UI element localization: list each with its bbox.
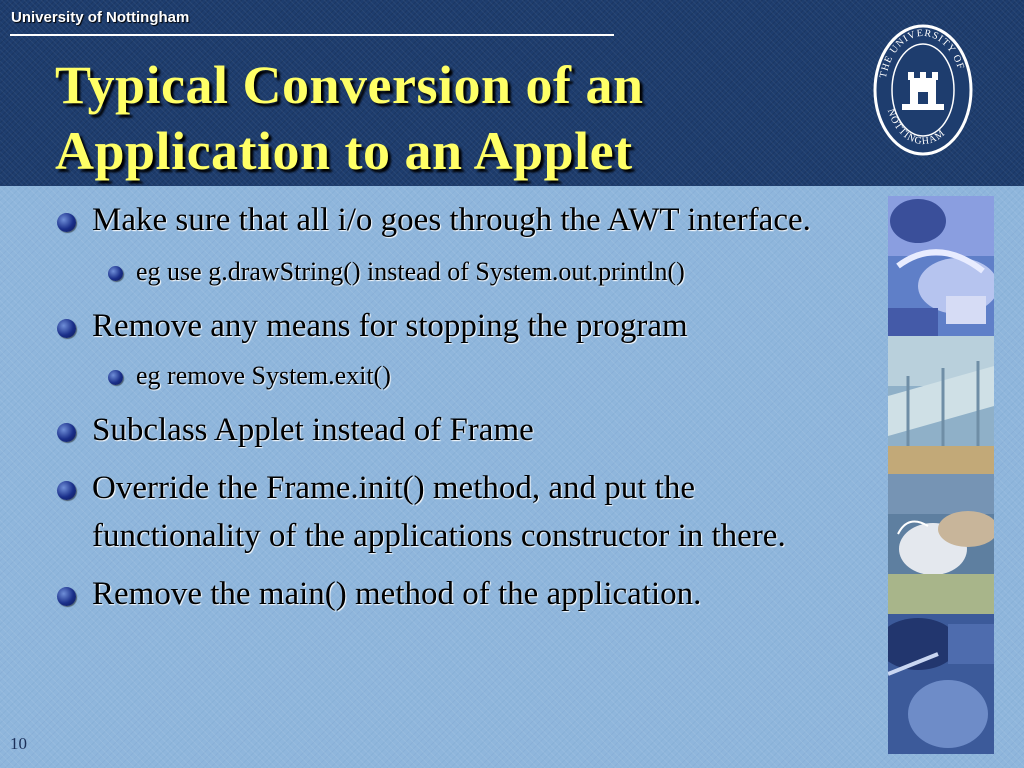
bullet-text: Subclass Applet instead of Frame xyxy=(92,412,534,448)
header-band xyxy=(0,0,1024,186)
bullet-item xyxy=(0,196,852,244)
bullet-text: Override the Frame.init() method, and put the functionality of the applications constructor in there. xyxy=(92,470,786,554)
bullet-icon xyxy=(57,481,76,500)
lab-photo xyxy=(888,614,994,754)
university-seal-icon xyxy=(872,22,974,158)
photo-strip xyxy=(888,196,994,754)
bullet-icon xyxy=(108,266,123,281)
bullet-text: Remove any means for stopping the program xyxy=(92,308,688,344)
mouse-photo xyxy=(888,474,994,614)
bullet-text: eg remove System.exit() xyxy=(136,361,391,390)
bullet-icon xyxy=(57,319,76,338)
bullet-icon xyxy=(57,213,76,232)
bullet-text: Make sure that all i/o goes through the AWT interface. xyxy=(92,202,811,238)
bullet-text: Remove the main() method of the application. xyxy=(92,576,702,612)
bullet-item xyxy=(0,302,852,350)
bullet-icon xyxy=(108,370,123,385)
sub-bullet-item xyxy=(0,356,880,396)
headset-photo xyxy=(888,196,994,336)
sub-bullet-item xyxy=(0,252,880,292)
bullet-item xyxy=(0,464,852,560)
bullet-item xyxy=(0,570,852,618)
page-number: 10 xyxy=(10,734,27,753)
bullet-text: eg use g.drawString() instead of System.out.println() xyxy=(136,257,685,286)
bullet-list xyxy=(0,196,880,618)
slide-title: Typical Conversion of an Application to an Applet xyxy=(55,55,644,181)
building-photo xyxy=(888,336,994,474)
bullet-icon xyxy=(57,423,76,442)
institution-name: University of Nottingham xyxy=(11,9,190,26)
bullet-item xyxy=(0,406,852,454)
svg-text:NOTTINGHAM: NOTTINGHAM xyxy=(884,107,948,148)
header-rule xyxy=(10,34,614,36)
bullet-icon xyxy=(57,587,76,606)
svg-text:THE UNIVERSITY OF: THE UNIVERSITY OF xyxy=(877,27,967,80)
